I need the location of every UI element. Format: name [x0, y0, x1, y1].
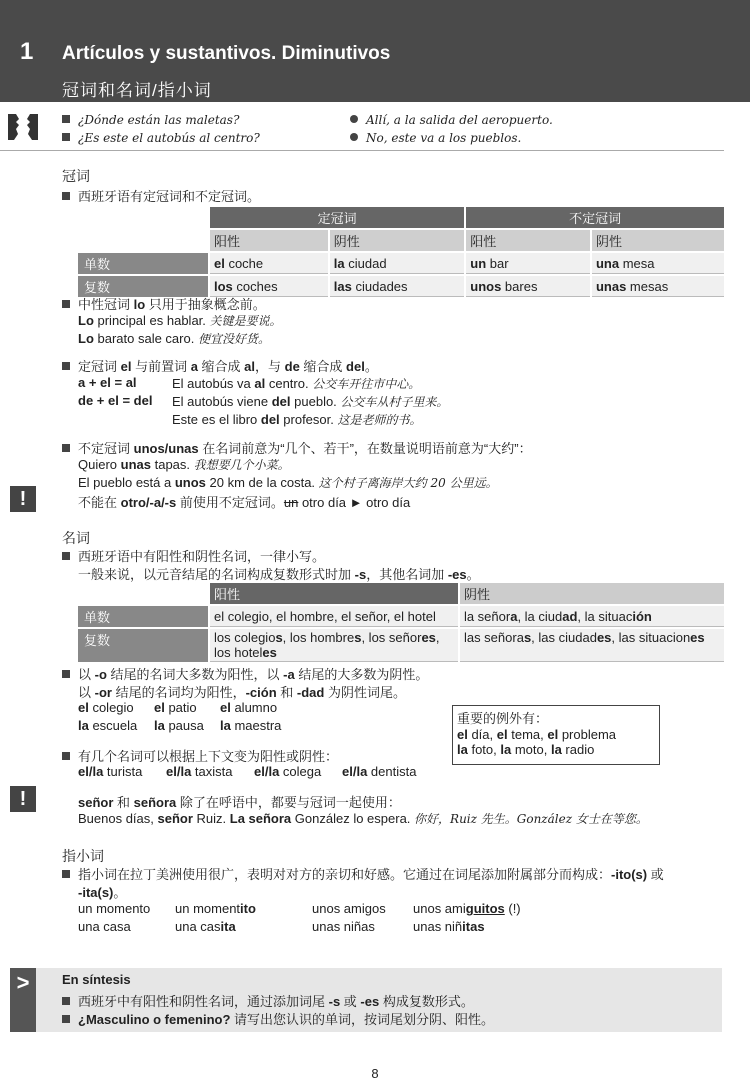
common-gender-example: el/la dentista: [342, 764, 417, 779]
summary-line-1: 西班牙中有阳性和阴性名词，通过添加词尾 -s 或 -es 构成复数形式。: [62, 991, 474, 1010]
exceptions-line-1: el día, el tema, el problema: [457, 727, 617, 742]
contraction-formula-del: de + el = del: [78, 393, 153, 408]
dialogue-question-1: ¿Dónde están las maletas?: [62, 112, 239, 127]
indefinite-example-2: El pueblo está a unos 20 km de la costa. 这个村子离海岸大约 20 公里远。: [78, 475, 498, 490]
dialogue-faces-icon: [6, 110, 40, 144]
diminutive-example: unos amiguitos (!): [413, 901, 521, 916]
gender-endings-rule: 以 -o 结尾的名词大多数为阳性，以 -a 结尾的大多数为阴性。: [62, 664, 428, 683]
table-row: [78, 606, 724, 627]
table-cell: los coches: [210, 276, 328, 297]
table-cell: las señoras, las ciudades, las situaciones: [460, 629, 724, 662]
header-indefinite: 不定冠词: [466, 207, 724, 228]
nouns-table: [76, 581, 726, 664]
diminutive-example: un momentito: [175, 901, 256, 916]
gender-endings-rule-2: 以 -or 结尾的名词均为阳性，-ción 和 -dad 为阴性词尾。: [78, 685, 406, 700]
table-cell: el colegio, el hombre, el señor, el hotel: [210, 606, 458, 627]
chapter-title-chinese: 冠词和名词/指小词: [62, 81, 212, 100]
neutral-example-1: Lo principal es hablar. 关键是要说。: [78, 313, 282, 328]
fem-examples: la maestra: [220, 718, 282, 733]
table-cell: una mesa: [592, 253, 724, 274]
table-cell: unas mesas: [592, 276, 724, 297]
articles-table: [76, 205, 726, 299]
warning-icon: !: [10, 786, 36, 812]
contraction-example-1: El autobús va al centro. 公交车开往市中心。: [172, 376, 421, 391]
summary-line-2: ¿Masculino o femenino? 请写出您认识的单词，按词尾划分阴、阳性。: [62, 1009, 494, 1028]
nouns-intro-1: 西班牙语中有阳性和阴性名词，一律小写。: [62, 546, 325, 565]
exceptions-line-2: la foto, la moto, la radio: [457, 742, 595, 757]
page-number: 8: [371, 1066, 379, 1081]
table-cell: un bar: [466, 253, 590, 274]
masc-examples: el alumno: [220, 700, 278, 715]
indefinite-example-1: Quiero unas tapas. 我想要几个小菜。: [78, 457, 290, 472]
address-example: Buenos días, señor Ruiz. La señora González lo espera. 你好，Ruiz 先生。González 女士在等您。: [78, 811, 648, 826]
exceptions-box: [452, 705, 660, 765]
col-masc: 阳性: [466, 230, 590, 251]
header-definite: 定冠词: [210, 207, 464, 228]
neutral-example-2: Lo barato sale caro. 便宜没好货。: [78, 331, 270, 346]
masc-examples: el patio: [154, 700, 197, 715]
common-gender-example: el/la taxista: [166, 764, 233, 779]
common-gender-rule: 有几个名词可以根据上下文变为阳性或阴性：: [62, 746, 338, 765]
col-masc: 阳性: [210, 230, 328, 251]
indefinite-plural-rule: 不定冠词 unos/unas 在名词前意为“几个、若干”，在数量说明语前意为“大约”：: [62, 438, 532, 457]
neutral-article-rule: 中性冠词 lo 只用于抽象概念前。: [62, 294, 266, 313]
address-rule: señor 和 señora 除了在呼语中，都要与冠词一起使用：: [78, 795, 401, 810]
diminutive-example: unas niñitas: [413, 919, 485, 934]
section-heading-diminutives: 指小词: [62, 848, 104, 864]
diminutive-rule: 指小词在拉丁美洲使用很广，表明对对方的亲切和好感。它通过在词尾添加附属部分而构成：-ito(s) 或: [62, 864, 664, 883]
table-cell: unos bares: [466, 276, 590, 297]
dialogue-answer-1: Allí, a la salida del aeropuerto.: [350, 112, 553, 127]
col-fem: 阴性: [330, 230, 464, 251]
diminutive-example: un momento: [78, 901, 151, 916]
table-row: [78, 253, 724, 274]
common-gender-example: el/la turista: [78, 764, 143, 779]
row-label-singular: 单数: [78, 606, 208, 627]
chapter-number: 1: [20, 38, 34, 65]
common-gender-example: el/la colega: [254, 764, 322, 779]
table-cell: la ciudad: [330, 253, 464, 274]
dialogue-question-2: ¿Es este el autobús al centro?: [62, 130, 260, 145]
articles-intro: 西班牙语有定冠词和不定冠词。: [62, 186, 260, 205]
dialogue-answer-2: No, este va a los pueblos.: [350, 130, 521, 145]
contraction-rule: 定冠词 el 与前置词 a 缩合成 al，与 de 缩合成 del。: [62, 356, 378, 375]
chapter-title-spanish: Artículos y sustantivos. Diminutivos: [62, 43, 391, 64]
fem-examples: la pausa: [154, 718, 204, 733]
contraction-example-2: El autobús viene del pueblo. 公交车从村子里来。: [172, 394, 449, 409]
contraction-formula-al: a + el = al: [78, 375, 137, 390]
col-fem: 阴性: [460, 583, 724, 604]
row-label-plural: 复数: [78, 629, 208, 662]
diminutive-example: una casa: [78, 919, 131, 934]
table-row: [78, 629, 724, 662]
table-cell: el coche: [210, 253, 328, 274]
table-cell: las ciudades: [330, 276, 464, 297]
fem-examples: la escuela: [78, 718, 138, 733]
nouns-intro-2: 一般来说，以元音结尾的名词构成复数形式时加 -s，其他名词加 -es。: [78, 567, 480, 582]
summary-title: En síntesis: [62, 972, 131, 987]
summary-arrow-icon: >: [10, 968, 36, 1032]
otro-warning: 不能在 otro/-a/-s 前使用不定冠词。un otro día ► otro día: [78, 495, 411, 510]
contraction-example-3: Este es el libro del profesor. 这是老师的书。: [172, 412, 422, 427]
col-fem: 阴性: [592, 230, 724, 251]
exceptions-title: 重要的例外有：: [457, 711, 549, 726]
diminutive-example: unas niñas: [312, 919, 375, 934]
section-heading-articles: 冠词: [62, 168, 90, 184]
diminutive-rule-2: -ita(s)。: [78, 885, 127, 900]
warning-icon: !: [10, 486, 36, 512]
diminutive-example: unos amigos: [312, 901, 386, 916]
table-cell: la señora, la ciudad, la situación: [460, 606, 724, 627]
row-label-plural: 复数: [78, 276, 208, 297]
col-masc: 阳性: [210, 583, 458, 604]
section-heading-nouns: 名词: [62, 530, 90, 546]
diminutive-example: una casita: [175, 919, 236, 934]
row-label-singular: 单数: [78, 253, 208, 274]
table-cell: los colegios, los hombres, los señores, los hoteles: [210, 629, 458, 662]
masc-examples: el colegio: [78, 700, 134, 715]
